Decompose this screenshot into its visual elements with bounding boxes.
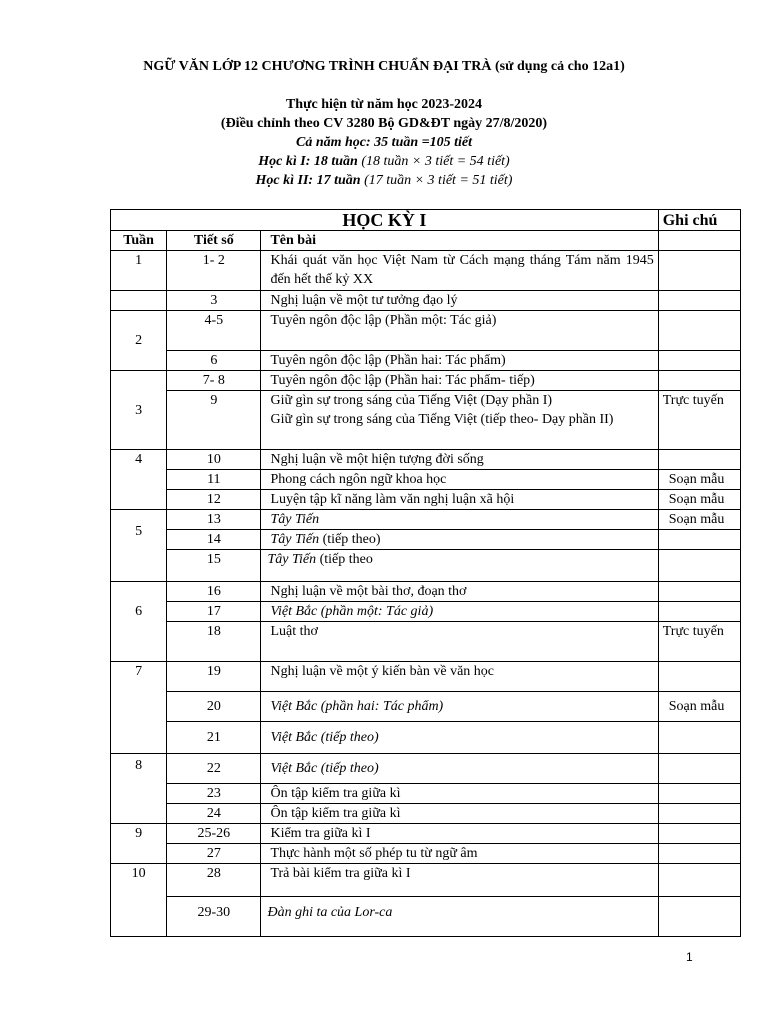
- table-row: [111, 824, 741, 844]
- year-total-line: Cả năm học: 35 tuần =105 tiết: [296, 135, 472, 150]
- table-row: [111, 804, 741, 824]
- note-column-heading: Ghi chú: [658, 210, 740, 231]
- lesson-title-cell: Ôn tập kiểm tra giữa kì: [261, 804, 658, 824]
- lesson-no-cell: 15: [167, 550, 261, 582]
- note-cell: Soạn mẫu: [658, 692, 740, 722]
- lesson-title-cell: Khái quát văn học Việt Nam từ Cách mạng tháng Tám năm 1945 đến hết thế kỷ XX: [261, 251, 658, 291]
- lesson-no-cell: 24: [167, 804, 261, 824]
- school-year-line: Thực hiện từ năm học 2023-2024: [285, 97, 483, 112]
- week-cell: 2: [111, 311, 167, 371]
- lesson-no-cell: 9: [167, 391, 261, 450]
- lesson-title-cell: Phong cách ngôn ngữ khoa học: [261, 470, 658, 490]
- lesson-no-cell: 22: [167, 754, 261, 784]
- week-cell: 7: [111, 662, 167, 754]
- lesson-title-cell: Việt Bắc (tiếp theo): [261, 722, 658, 754]
- table-row: [111, 602, 741, 622]
- document-subheader: [0, 95, 768, 190]
- page-number: 1: [686, 950, 693, 964]
- lesson-no-cell: 25-26: [167, 824, 261, 844]
- lesson-no-cell: 21: [167, 722, 261, 754]
- week-cell: 10: [111, 864, 167, 937]
- table-row: [111, 530, 741, 550]
- table-row: [111, 351, 741, 371]
- table-row: [111, 662, 741, 692]
- lesson-title-cell: Việt Bắc (phần hai: Tác phẩm): [261, 692, 658, 722]
- lesson-title-line: Giữ gìn sự trong sáng của Tiếng Việt (tiếp theo- Dạy phần II): [270, 412, 614, 427]
- document-header: [0, 57, 768, 76]
- lesson-no-cell: 4-5: [167, 311, 261, 351]
- lesson-no-cell: 19: [167, 662, 261, 692]
- lesson-title-cell: [261, 391, 658, 450]
- curriculum-table: [110, 209, 741, 937]
- lesson-title-cell: Việt Bắc (tiếp theo): [261, 754, 658, 784]
- semester-heading: HỌC KỲ I: [111, 210, 659, 231]
- table-row: [111, 622, 741, 662]
- lesson-no-cell: 3: [167, 291, 261, 311]
- table-row: [111, 371, 741, 391]
- note-cell: Soạn mẫu: [658, 490, 740, 510]
- table-row: [111, 291, 741, 311]
- lesson-no-cell: 14: [167, 530, 261, 550]
- lesson-title-cell: Luật thơ: [261, 622, 658, 662]
- table-row: [111, 784, 741, 804]
- document-title-note: (sử dụng cả cho 12a1): [494, 59, 625, 74]
- table-row: [111, 550, 741, 582]
- lesson-title-cell: Nghị luận về một hiện tượng đời sống: [261, 450, 658, 470]
- lesson-title-cell: Thực hành một số phép tu từ ngữ âm: [261, 844, 658, 864]
- lesson-no-cell: 16: [167, 582, 261, 602]
- semester1-line: Học kì I: 18 tuần (18 tuần × 3 tiết = 54 tiết): [258, 154, 510, 169]
- lesson-title-cell: Nghị luận về một ý kiến bàn về văn học: [261, 662, 658, 692]
- lesson-no-cell: 1- 2: [167, 251, 261, 291]
- note-cell: Trực tuyến: [658, 391, 740, 450]
- lesson-no-cell: 11: [167, 470, 261, 490]
- lesson-no-cell: 29-30: [167, 897, 261, 937]
- table-row: [111, 470, 741, 490]
- table-row: [111, 311, 741, 351]
- lesson-title-cell: Nghị luận về một tư tưởng đạo lý: [261, 291, 658, 311]
- table-row: [111, 251, 741, 291]
- lesson-no-cell: 17: [167, 602, 261, 622]
- lesson-title-cell: Tây Tiến (tiếp theo: [261, 550, 658, 582]
- lesson-title-cell: Tây Tiến: [261, 510, 658, 530]
- title-column-header: Tên bài: [261, 231, 658, 251]
- note-cell: Soạn mẫu: [658, 470, 740, 490]
- lesson-title-cell: Việt Bắc (phần một: Tác giả): [261, 602, 658, 622]
- lesson-no-cell: 13: [167, 510, 261, 530]
- lesson-title-cell: Ôn tập kiểm tra giữa kì: [261, 784, 658, 804]
- note-cell: Trực tuyến: [658, 622, 740, 662]
- week-cell: 4: [111, 450, 167, 510]
- table-row: [111, 391, 741, 450]
- week-cell: 8: [111, 754, 167, 824]
- document-title: NGỮ VĂN LỚP 12 CHƯƠNG TRÌNH CHUẨN ĐẠI TRÀ: [143, 59, 492, 74]
- lesson-no-cell: 28: [167, 864, 261, 897]
- document-title-line: [0, 57, 768, 76]
- lesson-title-cell: Trả bài kiểm tra giữa kì I: [261, 864, 658, 897]
- lesson-title-cell: Tuyên ngôn độc lập (Phần hai: Tác phẩm- tiếp): [261, 371, 658, 391]
- table-row: [111, 722, 741, 754]
- table-row: [111, 897, 741, 937]
- lesson-title-cell: Kiểm tra giữa kì I: [261, 824, 658, 844]
- lesson-title-cell: Đàn ghi ta của Lor-ca: [261, 897, 658, 937]
- lesson-title-line: Giữ gìn sự trong sáng của Tiếng Việt (Dạy phần I): [270, 393, 553, 408]
- lesson-no-cell: 27: [167, 844, 261, 864]
- table-row: [111, 450, 741, 470]
- lesson-title-cell: Tuyên ngôn độc lập (Phần hai: Tác phẩm): [261, 351, 658, 371]
- table-row: [111, 582, 741, 602]
- table-row: [111, 510, 741, 530]
- week-cell: 6: [111, 582, 167, 662]
- table-row: [111, 490, 741, 510]
- note-cell: Soạn mẫu: [658, 510, 740, 530]
- lesson-title-cell: Tuyên ngôn độc lập (Phần một: Tác giả): [261, 311, 658, 351]
- lesson-no-cell: 23: [167, 784, 261, 804]
- lesson-no-cell: 12: [167, 490, 261, 510]
- table-row: [111, 864, 741, 897]
- lesson-no-cell: 10: [167, 450, 261, 470]
- table-row: [111, 754, 741, 784]
- lesson-no-cell: 7- 8: [167, 371, 261, 391]
- note-cell: [658, 251, 740, 291]
- lesson-no-cell: 18: [167, 622, 261, 662]
- week-column-header: Tuần: [111, 231, 167, 251]
- lesson-no-cell: 6: [167, 351, 261, 371]
- lesson-title-cell: Luyện tập kĩ năng làm văn nghị luận xã hội: [261, 490, 658, 510]
- lesson-no-cell: 20: [167, 692, 261, 722]
- lesson-title-cell: Nghị luận về một bài thơ, đoạn thơ: [261, 582, 658, 602]
- week-cell: 5: [111, 510, 167, 582]
- lesson-no-column-header: Tiết số: [167, 231, 261, 251]
- week-cell: 1: [111, 251, 167, 291]
- week-cell: 3: [111, 371, 167, 450]
- week-cell: 9: [111, 824, 167, 864]
- adjustment-line: (Điều chỉnh theo CV 3280 Bộ GD&ĐT ngày 27/8/2020): [220, 116, 548, 131]
- semester2-line: Học kì II: 17 tuần (17 tuần × 3 tiết = 51 tiết): [255, 173, 513, 188]
- lesson-title-cell: Tây Tiến (tiếp theo): [261, 530, 658, 550]
- table-row: [111, 692, 741, 722]
- table-row: [111, 844, 741, 864]
